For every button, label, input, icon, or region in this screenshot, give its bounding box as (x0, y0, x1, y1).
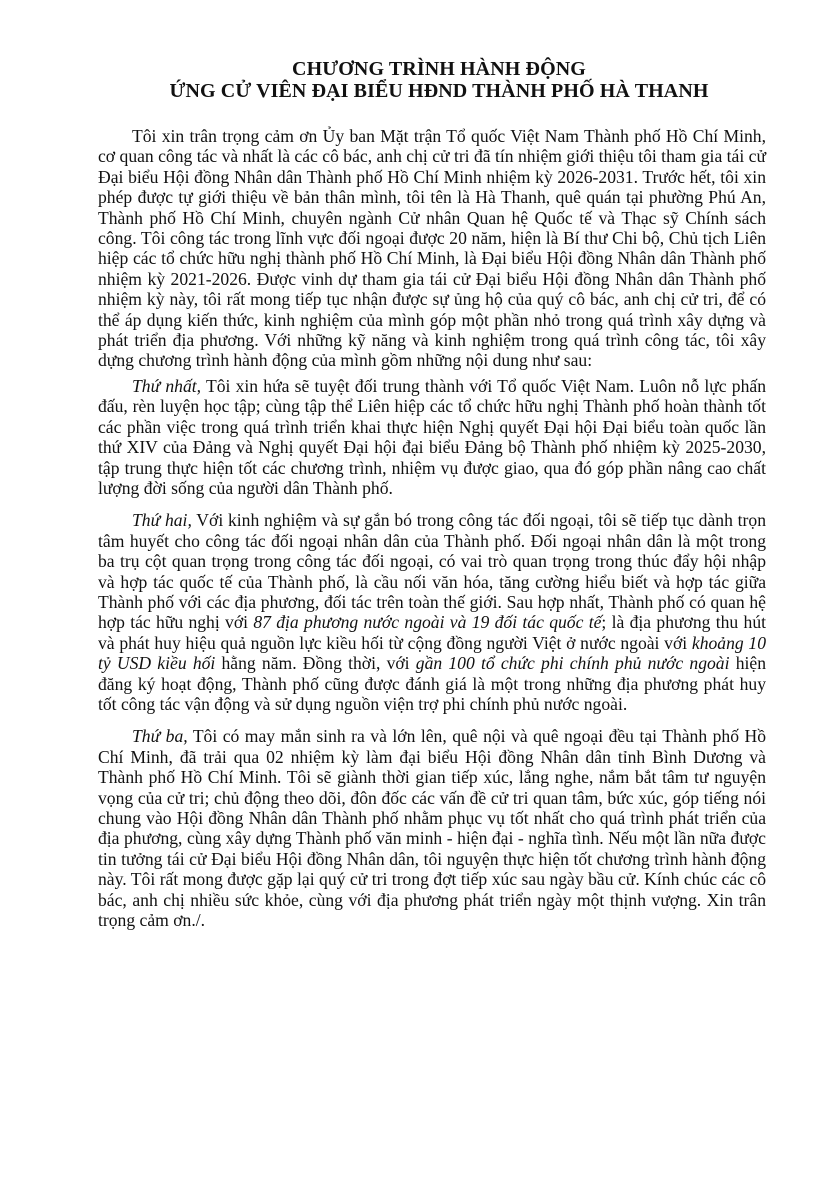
paragraph-third-commitment (98, 726, 766, 930)
intro-paragraph: Tôi xin trân trọng cảm ơn Ủy ban Mặt trận Tổ quốc Việt Nam Thành phố Hồ Chí Minh, cơ quan công tác và nhất là các cô bác, anh chị cử tri đã tín nhiệm giới thiệu tôi tham gia tái cử Đại biểu Hội đồng Nhân dân Thành phố Hồ Chí Minh nhiệm kỳ 2026-2031. Trước hết, tôi xin phép được tự giới thiệu về bản thân mình, tôi tên là Hà Thanh, quê quán tại phường Phú An, Thành phố Hồ Chí Minh, chuyên ngành Cử nhân Quan hệ Quốc tế và Thạc sỹ Chính sách công. Tôi công tác trong lĩnh vực đối ngoại được 20 năm, hiện là Bí thư Chi bộ, Chủ tịch Liên hiệp các tổ chức hữu nghị thành phố Hồ Chí Minh, là Đại biểu Hội đồng Nhân dân Thành phố nhiệm kỳ 2021-2026. Được vinh dự tham gia tái cử Đại biểu Hội đồng Nhân dân Thành phố nhiệm kỳ này, tôi rất mong tiếp tục nhận được sự ủng hộ của quý cô bác, anh chị cử tri, để có thể áp dụng kiến thức, kinh nghiệm của mình góp một phần nhỏ trong quá trình xây dựng và phát triển địa phương. Với những kỹ năng và kinh nghiệm trong quá trình công tác, tôi xây dựng chương trình hành động của mình gồm những nội dung như sau: (98, 126, 766, 371)
paragraph-text: Tôi xin hứa sẽ tuyệt đối trung thành với Tổ quốc Việt Nam. Luôn nỗ lực phấn đấu, rèn luyện học tập; cùng tập thể Liên hiệp các tổ chức hữu nghị Thành phố hoàn thành tốt các phần việc trong quá trình triển khai thực hiện Nghị quyết Đại hội Đại biểu toàn quốc lần thứ XIV của Đảng và Nghị quyết Đại hội đại biểu Đảng bộ Thành phố nhiệm kỳ 2025-2030, tập trung thực hiện tốt các chương trình, nhiệm vụ được giao, qua đó góp phần nâng cao chất lượng đời sống của người dân Thành phố. (98, 375, 766, 498)
paragraph-lead: Thứ nhất, (132, 375, 202, 396)
paragraph-text: hiện đăng ký hoạt động, Thành phố cũng được đánh giá là một trong những địa phương phát huy tốt công tác vận động và sử dụng nguồn viện trợ phi chính phủ nước ngoài. (98, 653, 766, 714)
paragraph-second-commitment (98, 510, 766, 714)
highlight-partners: 87 địa phương nước ngoài và 19 đối tác quốc tế (253, 612, 602, 633)
paragraph-text: Với kinh nghiệm và sự gắn bó trong công tác đối ngoại, tôi sẽ tiếp tục dành trọn tâm huyết cho công tác đối ngoại nhân dân của Thành phố. Đối ngoại nhân dân là một trong ba trụ cột quan trọng trong công tác đối ngoại, có vai trò quan trọng trong thúc đẩy hội nhập và hợp tác quốc tế của Thành phố, là cầu nối văn hóa, tăng cường hiểu biết và hợp tác giữa Thành phố với các địa phương, đối tác trên toàn thế giới. Sau hợp nhất, Thành phố có quan hệ hợp tác hữu nghị với (98, 510, 766, 633)
paragraph-text: Tôi có may mắn sinh ra và lớn lên, quê nội và quê ngoại đều tại Thành phố Hồ Chí Minh, đã trải qua 02 nhiệm kỳ làm đại biểu Hội đồng Nhân dân tỉnh Bình Dương và Thành phố Hồ Chí Minh. Tôi sẽ giành thời gian tiếp xúc, lắng nghe, nắm bắt tâm tư nguyện vọng của cử tri; chủ động theo dõi, đôn đốc các vấn đề cử tri quan tâm, bức xúc, góp tiếng nói chung vào Hội đồng Nhân dân Thành phố nhằm phục vụ tốt nhất cho quá trình phát triển của địa phương, cùng xây dựng Thành phố văn minh - hiện đại - nghĩa tình. Nếu một lần nữa được tin tưởng tái cử Đại biểu Hội đồng Nhân dân, tôi nguyện thực hiện tốt chương trình hành động này. Tôi rất mong được gặp lại quý cử tri trong đợt tiếp xúc sau ngày bầu cử. Kính chúc các cô bác, anh chị nhiều sức khỏe, cùng với địa phương phát triển ngày một thịnh vượng. Xin trân trọng cảm ơn./. (98, 726, 766, 931)
paragraph-first-commitment (98, 376, 766, 498)
paragraph-text: ; là địa phương thu hút và phát huy hiệu quả nguồn lực kiều hối từ cộng đồng người Việt ở nước ngoài với (98, 612, 767, 653)
highlight-remittance: khoảng 10 tỷ USD kiều hối (98, 632, 767, 674)
paragraph-text: hằng năm. Đồng thời, với (215, 653, 416, 674)
title-line-2: ỨNG CỬ VIÊN ĐẠI BIỂU HĐND THÀNH PHỐ HÀ THANH (169, 80, 709, 102)
paragraph-lead: Thứ hai, (132, 510, 192, 531)
document-title (98, 58, 766, 102)
paragraph-lead: Thứ ba, (132, 726, 188, 747)
title-line-1: CHƯƠNG TRÌNH HÀNH ĐỘNG (292, 58, 586, 80)
highlight-ngo: gần 100 tổ chức phi chính phủ nước ngoài (415, 653, 730, 674)
